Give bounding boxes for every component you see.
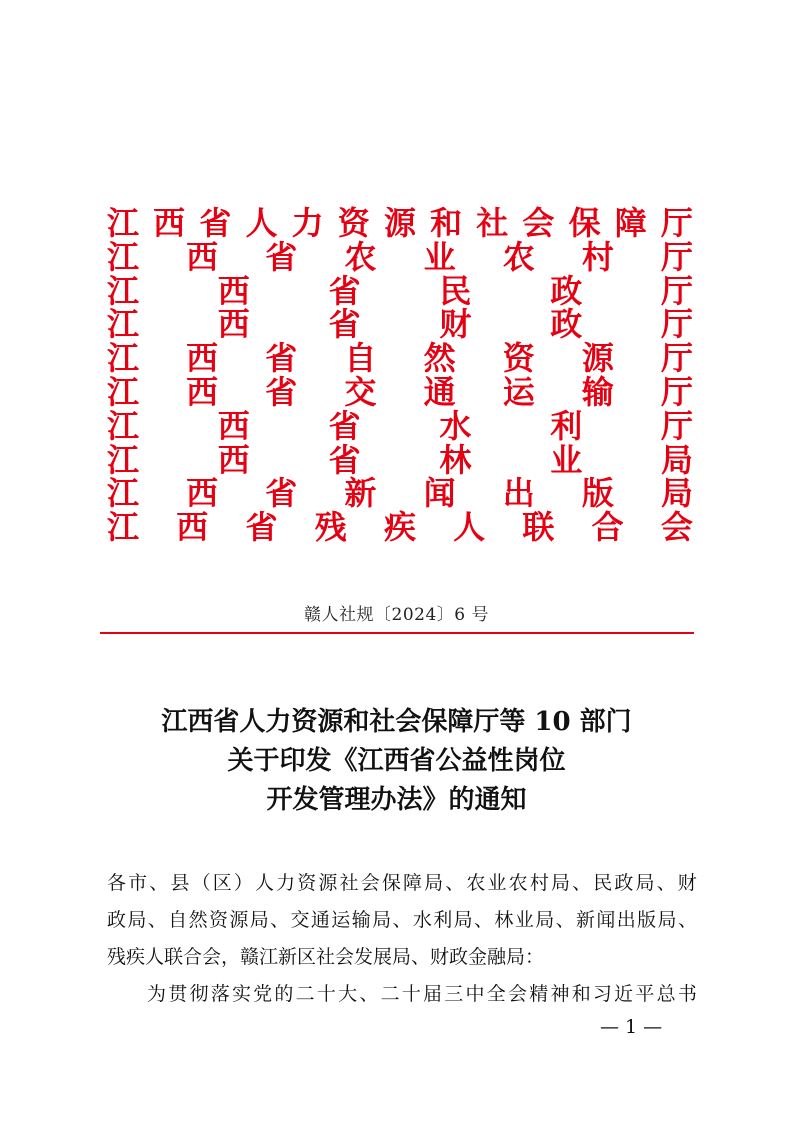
department-name-char: 新 [344, 474, 377, 513]
department-name-char: 合 [591, 508, 624, 547]
department-name-char: 运 [502, 372, 535, 411]
department-name-char: 业 [550, 440, 583, 479]
department-name-char: 村 [581, 237, 614, 276]
department-name-row [107, 406, 693, 445]
department-name-char: 通 [423, 372, 456, 411]
department-name-char: 社 [476, 204, 509, 242]
department-name-row [107, 271, 693, 310]
body-line: 政 局 、 自 然 资 源 局 、 交 通 运 输 局 、 水 利 局 、 林 业 局 、 新 闻 出 版 局 、 [107, 909, 697, 931]
department-name-char: 联 [522, 508, 555, 547]
department-name-char: 厅 [660, 204, 693, 242]
department-name-char: 政 [550, 305, 583, 344]
department-name-char: 疾 [383, 508, 416, 547]
department-name-char: 西 [186, 372, 219, 411]
department-name-char: 西 [186, 474, 219, 513]
department-name-char: 江 [107, 305, 140, 344]
department-name-char: 西 [153, 204, 186, 242]
department-name-char: 省 [265, 339, 298, 378]
title-line: 关于印发《江西省公益性岗位 [227, 746, 566, 776]
department-name-char: 利 [550, 406, 583, 445]
department-name-char: 西 [217, 440, 250, 479]
department-name-char: 然 [423, 339, 456, 378]
issuing-departments-header [107, 204, 693, 547]
department-name-char: 闻 [423, 474, 456, 513]
department-name-char: 资 [502, 339, 535, 378]
department-name-char: 江 [107, 372, 140, 411]
department-name-char: 省 [265, 474, 298, 513]
department-name-char: 水 [439, 406, 472, 445]
department-name-char: 版 [581, 474, 614, 513]
department-name-char: 江 [107, 204, 140, 242]
department-name-char: 障 [614, 204, 647, 242]
department-name-char: 厅 [660, 406, 693, 445]
department-name-char: 源 [581, 339, 614, 378]
department-name-row [107, 372, 693, 411]
department-name-row [107, 474, 693, 513]
department-name-char: 源 [383, 204, 416, 242]
department-name-row [107, 204, 693, 242]
department-name-char: 残 [314, 508, 347, 547]
department-name-char: 人 [453, 508, 486, 547]
document-title [0, 703, 793, 820]
department-name-char: 人 [245, 204, 278, 242]
department-name-char: 林 [439, 440, 472, 479]
department-name-char: 局 [660, 440, 693, 479]
department-name-char: 江 [107, 339, 140, 378]
department-name-row [107, 237, 693, 276]
department-name-row [107, 440, 693, 479]
department-name-char: 西 [217, 406, 250, 445]
department-name-char: 农 [344, 237, 377, 276]
department-name-row [107, 305, 693, 344]
body-line: 各 市 、 县 （ 区 ） 人 力 资 源 社 会 保 障 局 、 农 业 农 村 局 、 民 政 局 、 财 [107, 872, 697, 894]
department-name-char: 省 [328, 406, 361, 445]
department-name-char: 江 [107, 237, 140, 276]
department-name-char: 资 [337, 204, 370, 242]
department-name-char: 业 [423, 237, 456, 276]
department-name-char: 省 [265, 237, 298, 276]
department-name-char: 江 [107, 508, 140, 547]
department-name-char: 西 [176, 508, 209, 547]
department-name-char: 厅 [660, 271, 693, 310]
department-name-char: 江 [107, 440, 140, 479]
department-name-char: 交 [344, 372, 377, 411]
department-name-char: 民 [439, 271, 472, 310]
department-name-char: 厅 [660, 305, 693, 344]
department-name-char: 自 [344, 339, 377, 378]
department-name-char: 保 [568, 204, 601, 242]
document-body [107, 865, 697, 1013]
department-name-char: 局 [660, 474, 693, 513]
department-name-row [107, 508, 693, 547]
department-name-char: 厅 [660, 237, 693, 276]
department-name-char: 省 [245, 508, 278, 547]
body-line: 残疾人联合会，赣江新区社会发展局、财政金融局： [107, 946, 545, 968]
department-name-row [107, 339, 693, 378]
department-name-char: 西 [186, 339, 219, 378]
department-name-char: 财 [439, 305, 472, 344]
department-name-char: 和 [430, 204, 463, 242]
department-name-char: 厅 [660, 372, 693, 411]
department-name-char: 西 [217, 271, 250, 310]
department-name-char: 会 [660, 508, 693, 547]
department-name-char: 西 [186, 237, 219, 276]
department-name-char: 省 [199, 204, 232, 242]
red-separator-line [100, 632, 694, 634]
department-name-char: 省 [328, 271, 361, 310]
department-name-char: 输 [581, 372, 614, 411]
department-name-char: 力 [291, 204, 324, 242]
department-name-char: 江 [107, 271, 140, 310]
department-name-char: 会 [522, 204, 555, 242]
page-number: — 1 — [600, 1016, 663, 1038]
body-line: 为 贯 彻 落 实 党 的 二 十 大 、 二 十 届 三 中 全 会 精 神 和 习 近 平 总 书 [147, 983, 697, 1005]
department-name-char: 厅 [660, 339, 693, 378]
department-name-char: 江 [107, 406, 140, 445]
department-name-char: 政 [550, 271, 583, 310]
title-line: 江西省人力资源和社会保障厅等 10 部门 [161, 707, 632, 737]
department-name-char: 江 [107, 474, 140, 513]
department-name-char: 省 [328, 440, 361, 479]
department-name-char: 省 [328, 305, 361, 344]
department-name-char: 西 [217, 305, 250, 344]
department-name-char: 出 [502, 474, 535, 513]
department-name-char: 农 [502, 237, 535, 276]
department-name-char: 省 [265, 372, 298, 411]
title-line: 开发管理办法》的通知 [266, 785, 527, 815]
document-number: 赣人社规〔2024〕6 号 [304, 605, 489, 625]
